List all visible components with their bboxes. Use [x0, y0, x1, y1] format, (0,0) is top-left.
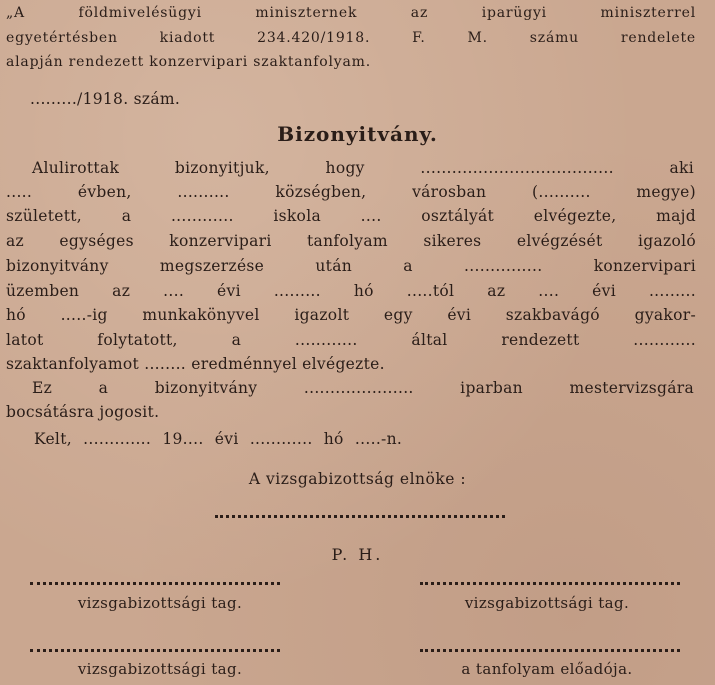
header-line-1: „A földmivelésügyi miniszternek az iparügyi miniszterrel	[6, 5, 696, 21]
body-line-4: az egységes konzervipari tanfolyam sikeres elvégzését igazoló	[6, 232, 696, 250]
body-line-6: üzemben az .... évi ......... hó .....tól az .... évi .........	[6, 282, 696, 300]
body-line-5: bizonyitvány megszerzése után a ............... konzervipari	[6, 257, 696, 275]
body-line-1: Alulirottak bizonyitjuk, hogy ..................................... aki	[32, 159, 694, 177]
dated-line: Kelt, ............. 19.... évi ............ hó .....-n.	[34, 430, 403, 448]
signature-label-bottom-left: vizsgabizottsági tag.	[77, 660, 243, 678]
validity-line-2: bocsátásra jogosit.	[6, 403, 160, 421]
signature-label-bottom-right: a tanfolyam előadója.	[461, 660, 633, 678]
document-number: ........./1918. szám.	[30, 90, 181, 108]
header-line-3: alapján rendezett konzervipari szaktanfolyam.	[6, 54, 371, 70]
signature-line-bottom-right	[420, 649, 680, 652]
chairman-signature-line	[215, 515, 505, 518]
document-title: Bizonyitvány.	[277, 122, 438, 146]
body-line-9: szaktanfolyamot ........ eredménnyel elvégezte.	[6, 355, 385, 373]
header-line-2: egyetértésben kiadott 234.420/1918. F. M. számu rendelete	[6, 30, 696, 46]
body-line-3: született, a ............ iskola .... osztályát elvégezte, majd	[6, 207, 696, 225]
signature-line-bottom-left	[30, 649, 280, 652]
chairman-label: A vizsgabizottság elnöke :	[248, 470, 467, 488]
body-line-8: latot folytatott, a ............ által rendezett ............	[6, 331, 696, 349]
validity-line-1: Ez a bizonyitvány ..................... iparban mestervizsgára	[32, 379, 694, 397]
body-line-7: hó .....-ig munkakönyvel igazolt egy évi szakbavágó gyakor-	[6, 306, 696, 324]
signature-line-top-right	[420, 582, 680, 585]
body-line-2: ..... évben, .......... községben, városban (.......... megye)	[6, 183, 696, 201]
signature-label-top-right: vizsgabizottsági tag.	[464, 594, 630, 612]
stamp-placeholder: P. H.	[331, 545, 384, 564]
signature-label-top-left: vizsgabizottsági tag.	[77, 594, 243, 612]
signature-line-top-left	[30, 582, 280, 585]
